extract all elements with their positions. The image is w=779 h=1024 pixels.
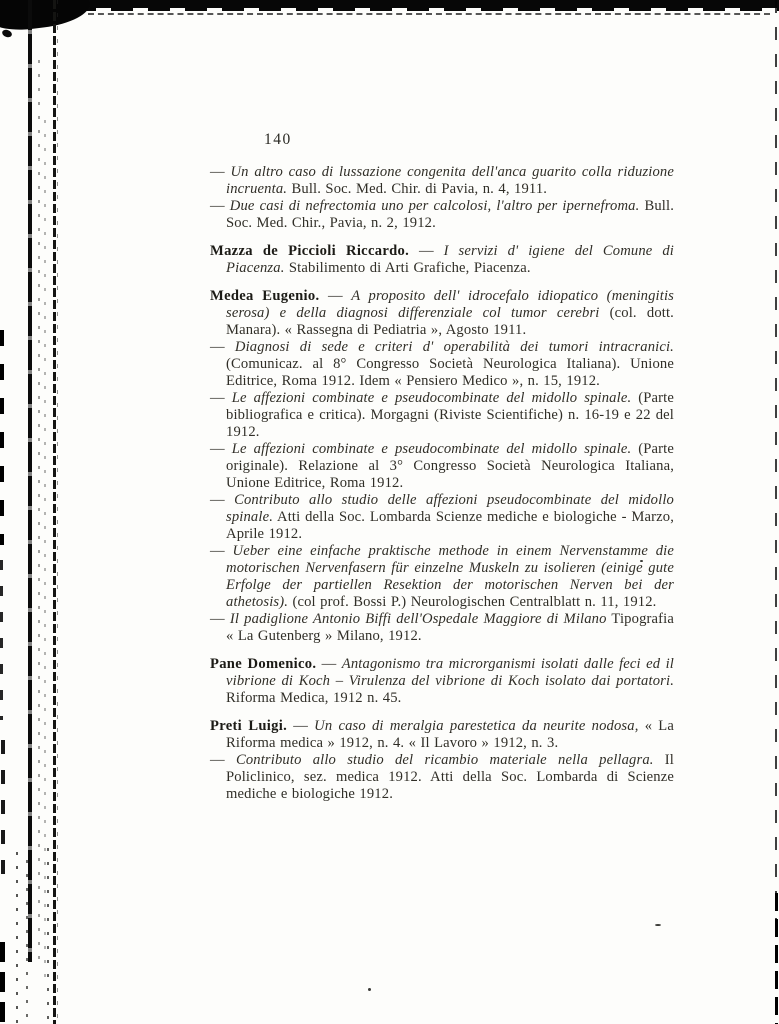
- publication-info: (Parte bibliografica e critica). Morgagni (Riviste Scientifiche) n. 16-19 e 22 del 1912.: [226, 390, 674, 440]
- scan-left-edge-mark: [0, 560, 3, 720]
- scan-right-edge-dashes: [775, 0, 777, 1024]
- author-name: Pane Domenico.: [210, 656, 317, 672]
- work-title: Contributo allo studio del ricambio materiale nella pellagra.: [235, 752, 654, 768]
- scan-binding-line-outer: [28, 0, 32, 962]
- entry-dash-icon: —: [210, 611, 225, 627]
- scan-dotted-noise: [38, 60, 40, 960]
- author-name: Medea Eugenio.: [210, 288, 320, 304]
- work-title: A proposito dell' idrocefalo idiopatico (meningitis serosa) e della diagnosi differenziale col tumor cerebri: [226, 288, 675, 321]
- bibliography-entry: [210, 339, 674, 390]
- scan-dashed-rule: [88, 13, 770, 15]
- scan-speck: [1, 29, 13, 39]
- bibliography-entry: [210, 390, 674, 441]
- publication-info: Bull. Soc. Med. Chir. di Pavia, n. 4, 1911.: [291, 181, 548, 197]
- entry-dash-icon: —: [210, 164, 225, 180]
- work-title: Un altro caso di lussazione congenita dell'anca guarito colla riduzione incruenta.: [226, 164, 674, 197]
- work-title: Ueber eine einfache praktische methode in einem Nervenstamme die motorischen Nervenfasern für einzelne Muskeln zu isolieren (einige gute Erfolge der partiellen Resektion der motorischen Nerven bei der athetosis).: [226, 543, 675, 610]
- bibliography-entry: Pane Domenico. — Antagonismo tra microrganismi isolati dalle feci ed il vibrione di Koch – Virulenza del vibrione di Koch isolato dai portatori. Riforma Medica, 1912 n. 45.: [210, 656, 674, 706]
- page-number: 140: [264, 131, 292, 148]
- publication-info: Tipografia « La Gutenberg » Milano, 1912.: [226, 611, 674, 644]
- work-title: Diagnosi di sede e criteri d' operabilità dei tumori intracranici.: [234, 339, 674, 355]
- scan-binding-line-inner-shadow: [57, 0, 58, 1024]
- scan-dotted-noise: [26, 860, 28, 1024]
- bibliography-entry: Mazza de Piccioli Riccardo. — I servizi d' igiene del Comune di Piacenza. Stabilimento di Arti Grafiche, Piacenza.: [210, 243, 674, 276]
- bibliography-entries: [210, 164, 674, 803]
- scan-dotted-noise: [47, 848, 49, 1024]
- work-title: Due casi di nefrectomia uno per calcolosi, l'altro per ipernefroma.: [229, 198, 640, 214]
- publication-info: (col prof. Bossi P.) Neurologischen Centralblatt n. 11, 1912.: [292, 594, 657, 610]
- bibliography-entry: Preti Luigi. — Un caso di meralgia parestetica da neurite nodosa, « La Riforma medica » 1912, n. 4. « Il Lavoro » 1912, n. 3.: [210, 718, 674, 751]
- entry-dash-icon: —: [210, 339, 225, 355]
- scan-dotted-noise: [44, 120, 46, 980]
- work-title: I servizi d' igiene del Comune di Piacenza.: [226, 243, 674, 276]
- scan-right-edge-dashes: [775, 893, 778, 1024]
- work-title: Un caso di meralgia parestetica da neurite nodosa,: [314, 718, 639, 734]
- entry-dash-icon: —: [210, 198, 225, 214]
- entry-dash-icon: —: [210, 543, 225, 559]
- bibliography-entry: [210, 441, 674, 492]
- publication-info: (col. dott. Manara). « Rassegna di Pediatria », Agosto 1911.: [226, 305, 674, 338]
- publication-info: (Parte originale). Relazione al 3° Congresso Società Neurologica Italiana, Unione Editrice, Roma 1912.: [226, 441, 674, 491]
- author-name: Mazza de Piccioli Riccardo.: [210, 243, 410, 259]
- entry-dash-icon: —: [210, 390, 225, 406]
- entry-dash-icon: —: [210, 441, 225, 457]
- bibliography-entry: [210, 164, 674, 198]
- scan-left-edge-mark: [0, 942, 5, 1024]
- entry-dash-icon: —: [210, 752, 225, 768]
- work-title: Antagonismo tra microrganismi isolati dalle feci ed il vibrione di Koch – Virulenza del vibrione di Koch isolato dai portatori.: [226, 656, 674, 689]
- work-title: Il padiglione Antonio Biffi dell'Ospedale Maggiore di Milano: [229, 611, 607, 627]
- publication-info: Atti della Soc. Lombarda Scienze mediche e biologiche - Marzo, Aprile 1912.: [226, 509, 674, 542]
- publication-info: Bull. Soc. Med. Chir., Pavia, n. 2, 1912.: [226, 198, 675, 231]
- work-title: Le affezioni combinate e pseudocombinate del midollo spinale.: [231, 441, 632, 457]
- scan-speck: [368, 988, 371, 991]
- scan-left-edge-mark: [0, 330, 4, 545]
- bibliography-entry: [210, 198, 674, 232]
- bibliography-entry: [210, 492, 674, 543]
- author-name: Preti Luigi.: [210, 718, 288, 734]
- bibliography-entry: [210, 611, 674, 645]
- bibliography-entry: [210, 752, 674, 803]
- entry-dash-icon: —: [210, 492, 225, 508]
- publication-info: Il Policlinico, sez. medica 1912. Atti della Soc. Lombarda di Scienze mediche e biologiche 1912.: [226, 752, 674, 802]
- scan-speck: [655, 924, 661, 926]
- scan-corner-blob: [0, 0, 92, 34]
- scan-top-border: [0, 0, 779, 8]
- bibliography-entry: Medea Eugenio. — A proposito dell' idrocefalo idiopatico (meningitis serosa) e della diagnosi differenziale col tumor cerebri (col. dott. Manara). « Rassegna di Pediatria », Agosto 1911.: [210, 288, 675, 338]
- publication-info: (Comunicaz. al 8° Congresso Società Neurologica Italiana). Unione Editrice, Roma 1912. Idem « Pensiero Medico », n. 15, 1912.: [226, 356, 674, 389]
- scan-top-border-ragged-edge: [0, 8, 779, 11]
- publication-info: « La Riforma medica » 1912, n. 4. « Il Lavoro » 1912, n. 3.: [226, 718, 674, 751]
- work-title: Le affezioni combinate e pseudocombinate del midollo spinale.: [231, 390, 632, 406]
- scan-binding-line-inner: [53, 0, 56, 1024]
- scan-left-edge-mark: [1, 740, 5, 875]
- work-title: Contributo allo studio delle affezioni pseudocombinate del midollo spinale.: [226, 492, 674, 525]
- publication-info: Riforma Medica, 1912 n. 45.: [226, 690, 402, 706]
- publication-info: Stabilimento di Arti Grafiche, Piacenza.: [288, 260, 531, 276]
- scan-dotted-noise: [16, 852, 18, 1024]
- bibliography-entry: [210, 543, 674, 611]
